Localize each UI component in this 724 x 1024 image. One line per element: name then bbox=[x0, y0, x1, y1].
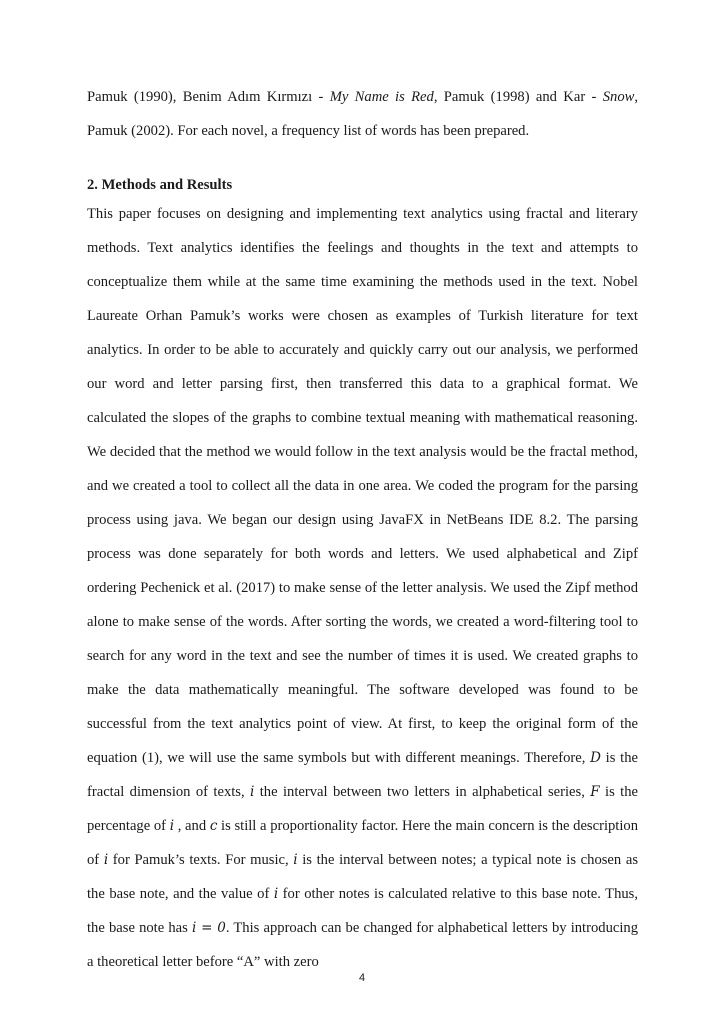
page-number: 4 bbox=[358, 972, 366, 984]
methods-paragraph: This paper focuses on designing and implementing text analytics using fractal and literary methods. Text analytics identifies the feelings and thoughts in the text and attempts to conceptualize them while at the same time examining the methods used in the text. Nobel Laureate Orhan Pamuk’s works were chosen as examples of Turkish literature for text analytics. In order to be able to accurately and quickly carry out our analysis, we performed our word and letter parsing first, then transferred this data to a graphical format. We calculated the slopes of the graphs to combine textual meaning with mathematical reasoning. We decided that the method we would follow in the text analysis would be the fractal method, and we created a tool to collect all the data in one area. We coded the program for the parsing process using java. We began our design using JavaFX in NetBeans IDE 8.2. The parsing process was done separately for both words and letters. We used alphabetical and Zipf ordering Pechenick et al. (2017) to make sense of the letter analysis. We used the Zipf method alone to make sense of the words. After sorting the words, we created a word-filtering tool to search for any word in the text and see the number of times it is used. We created graphs to make the data mathematically meaningful. The software developed was found to be successful from the text analytics point of view. At first, to keep the original form of the equation (1), we will use the same symbols but with different meanings. Therefore, D is the fractal dimension of texts, i the interval between two letters in alphabetical series, F is the percentage of i , and c is still a proportionality factor. Here the main concern is the description of i for Pamuk’s texts. For music, i is the interval between notes; a typical note is chosen as the base note, and the value of i for other notes is calculated relative to this base note. Thus, the base note has i = 0. This approach can be changed for alphabetical letters by introducing a theoretical letter before “A” with zero bbox=[87, 206, 639, 970]
section-heading: 2. Methods and Results bbox=[87, 177, 233, 193]
intro-paragraph: Pamuk (1990), Benim Adım Kırmızı - My Name is Red, Pamuk (1998) and Kar - Snow, Pamuk (2002). For each novel, a frequency list of words has been prepared. bbox=[87, 89, 638, 139]
